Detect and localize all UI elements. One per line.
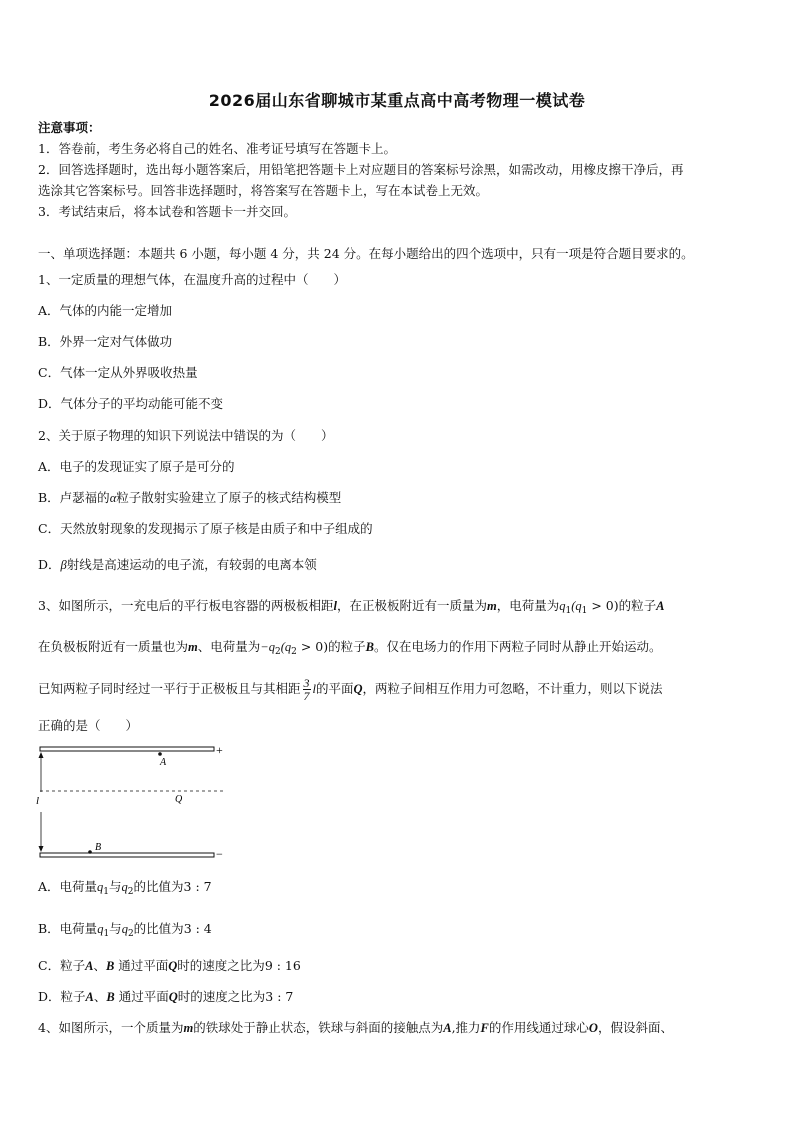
- notice-item-2-line-1: 2．回答选择题时，选出每小题答案后，用铅笔把答题卡上对应题目的答案标号涂黑，如需改动，用橡皮擦干净后，再: [38, 162, 684, 177]
- section-heading: 一、单项选择题：本题共 6 小题，每小题 4 分，共 24 分。在每小题给出的四个选项中，只有一项是符合题目要求的。: [38, 246, 694, 261]
- q3-stem-line-4: 正确的是（ ）: [38, 718, 139, 733]
- page-title: 2026届山东省聊城市某重点高中高考物理一模试卷: [208, 91, 586, 110]
- q2-option-d: D．β射线是高速运动的电子流，有较弱的电离本领: [38, 557, 317, 572]
- q1-option-a: A．气体的内能一定增加: [38, 303, 173, 318]
- beta-symbol: β: [60, 558, 67, 572]
- label-l: l: [36, 795, 40, 807]
- q1-option-d: D．气体分子的平均动能可能不变: [38, 396, 224, 411]
- q2-stem: 2、关于原子物理的知识下列说法中错误的为（ ）: [38, 428, 334, 443]
- q3-option-c: C．粒子A、B 通过平面Q时的速度之比为9 : 16: [38, 958, 301, 973]
- q1-option-b: B．外界一定对气体做功: [38, 334, 173, 349]
- q3-stem-line-3: 已知两粒子同时经过一平行于正极板且与其相距 $\frac{3}{7}$ l的平面Q，两粒子间相互作用力可忽略，不计重力，则以下说法: [38, 676, 663, 703]
- arrow-down-head: [39, 846, 44, 852]
- positive-plate: [40, 747, 214, 751]
- q3-option-d: D．粒子A、B 通过平面Q时的速度之比为3 : 7: [38, 989, 294, 1004]
- q1-stem: 1、一定质量的理想气体，在温度升高的过程中（ ）: [38, 272, 346, 287]
- q1-option-c: C．气体一定从外界吸收热量: [38, 365, 198, 380]
- q2-option-c: C．天然放射现象的发现揭示了原子核是由质子和中子组成的: [38, 521, 373, 536]
- notice-item-3: 3．考试结束后，将本试卷和答题卡一并交回。: [38, 204, 296, 219]
- q3-stem-line-2: 在负极板附近有一质量也为m、电荷量为$-q_2(q_2 > 0)$的粒子B。仅在电场力的作用下两粒子同时从静止开始运动。: [38, 639, 662, 657]
- label-a: A: [160, 757, 167, 768]
- q2-option-a: A．电子的发现证实了原子是可分的: [38, 459, 235, 474]
- q3-option-b: B．电荷量$q_1$与$q_2$的比值为3 : 4: [38, 921, 212, 939]
- q3-option-a: A．电荷量$q_1$与$q_2$的比值为3 : 7: [38, 879, 212, 897]
- label-q: Q: [175, 794, 183, 805]
- notice-heading: 注意事项：: [38, 120, 101, 135]
- plus-sign: +: [216, 743, 223, 757]
- particle-a-dot: [158, 752, 162, 756]
- fraction-three-sevenths: $\frac{3}{7}$: [303, 676, 310, 703]
- alpha-symbol: α: [109, 491, 117, 505]
- label-b: B: [95, 842, 102, 853]
- negative-plate: [40, 853, 214, 857]
- notice-item-2-line-2: 选涂其它答案标号。回答非选择题时，将答案写在答题卡上，写在本试卷上无效。: [38, 183, 489, 198]
- particle-b-dot: [88, 850, 92, 854]
- q2-option-b: B．卢瑟福的α粒子散射实验建立了原子的核式结构模型: [38, 490, 342, 505]
- q4-stem: 4、如图所示，一个质量为m的铁球处于静止状态，铁球与斜面的接触点为A,推力F的作用线通过球心O，假设斜面、: [38, 1020, 673, 1035]
- arrow-up-head: [39, 752, 44, 758]
- capacitor-diagram: [30, 742, 240, 867]
- q3-stem-line-1: 3、如图所示，一充电后的平行板电容器的两极板相距l，在正极板附近有一质量为m，电荷量为$q_1(q_1 > 0)$的粒子A: [38, 598, 665, 616]
- notice-item-1: 1．答卷前，考生务必将自己的姓名、准考证号填写在答题卡上。: [38, 141, 396, 156]
- minus-sign: −: [216, 847, 223, 861]
